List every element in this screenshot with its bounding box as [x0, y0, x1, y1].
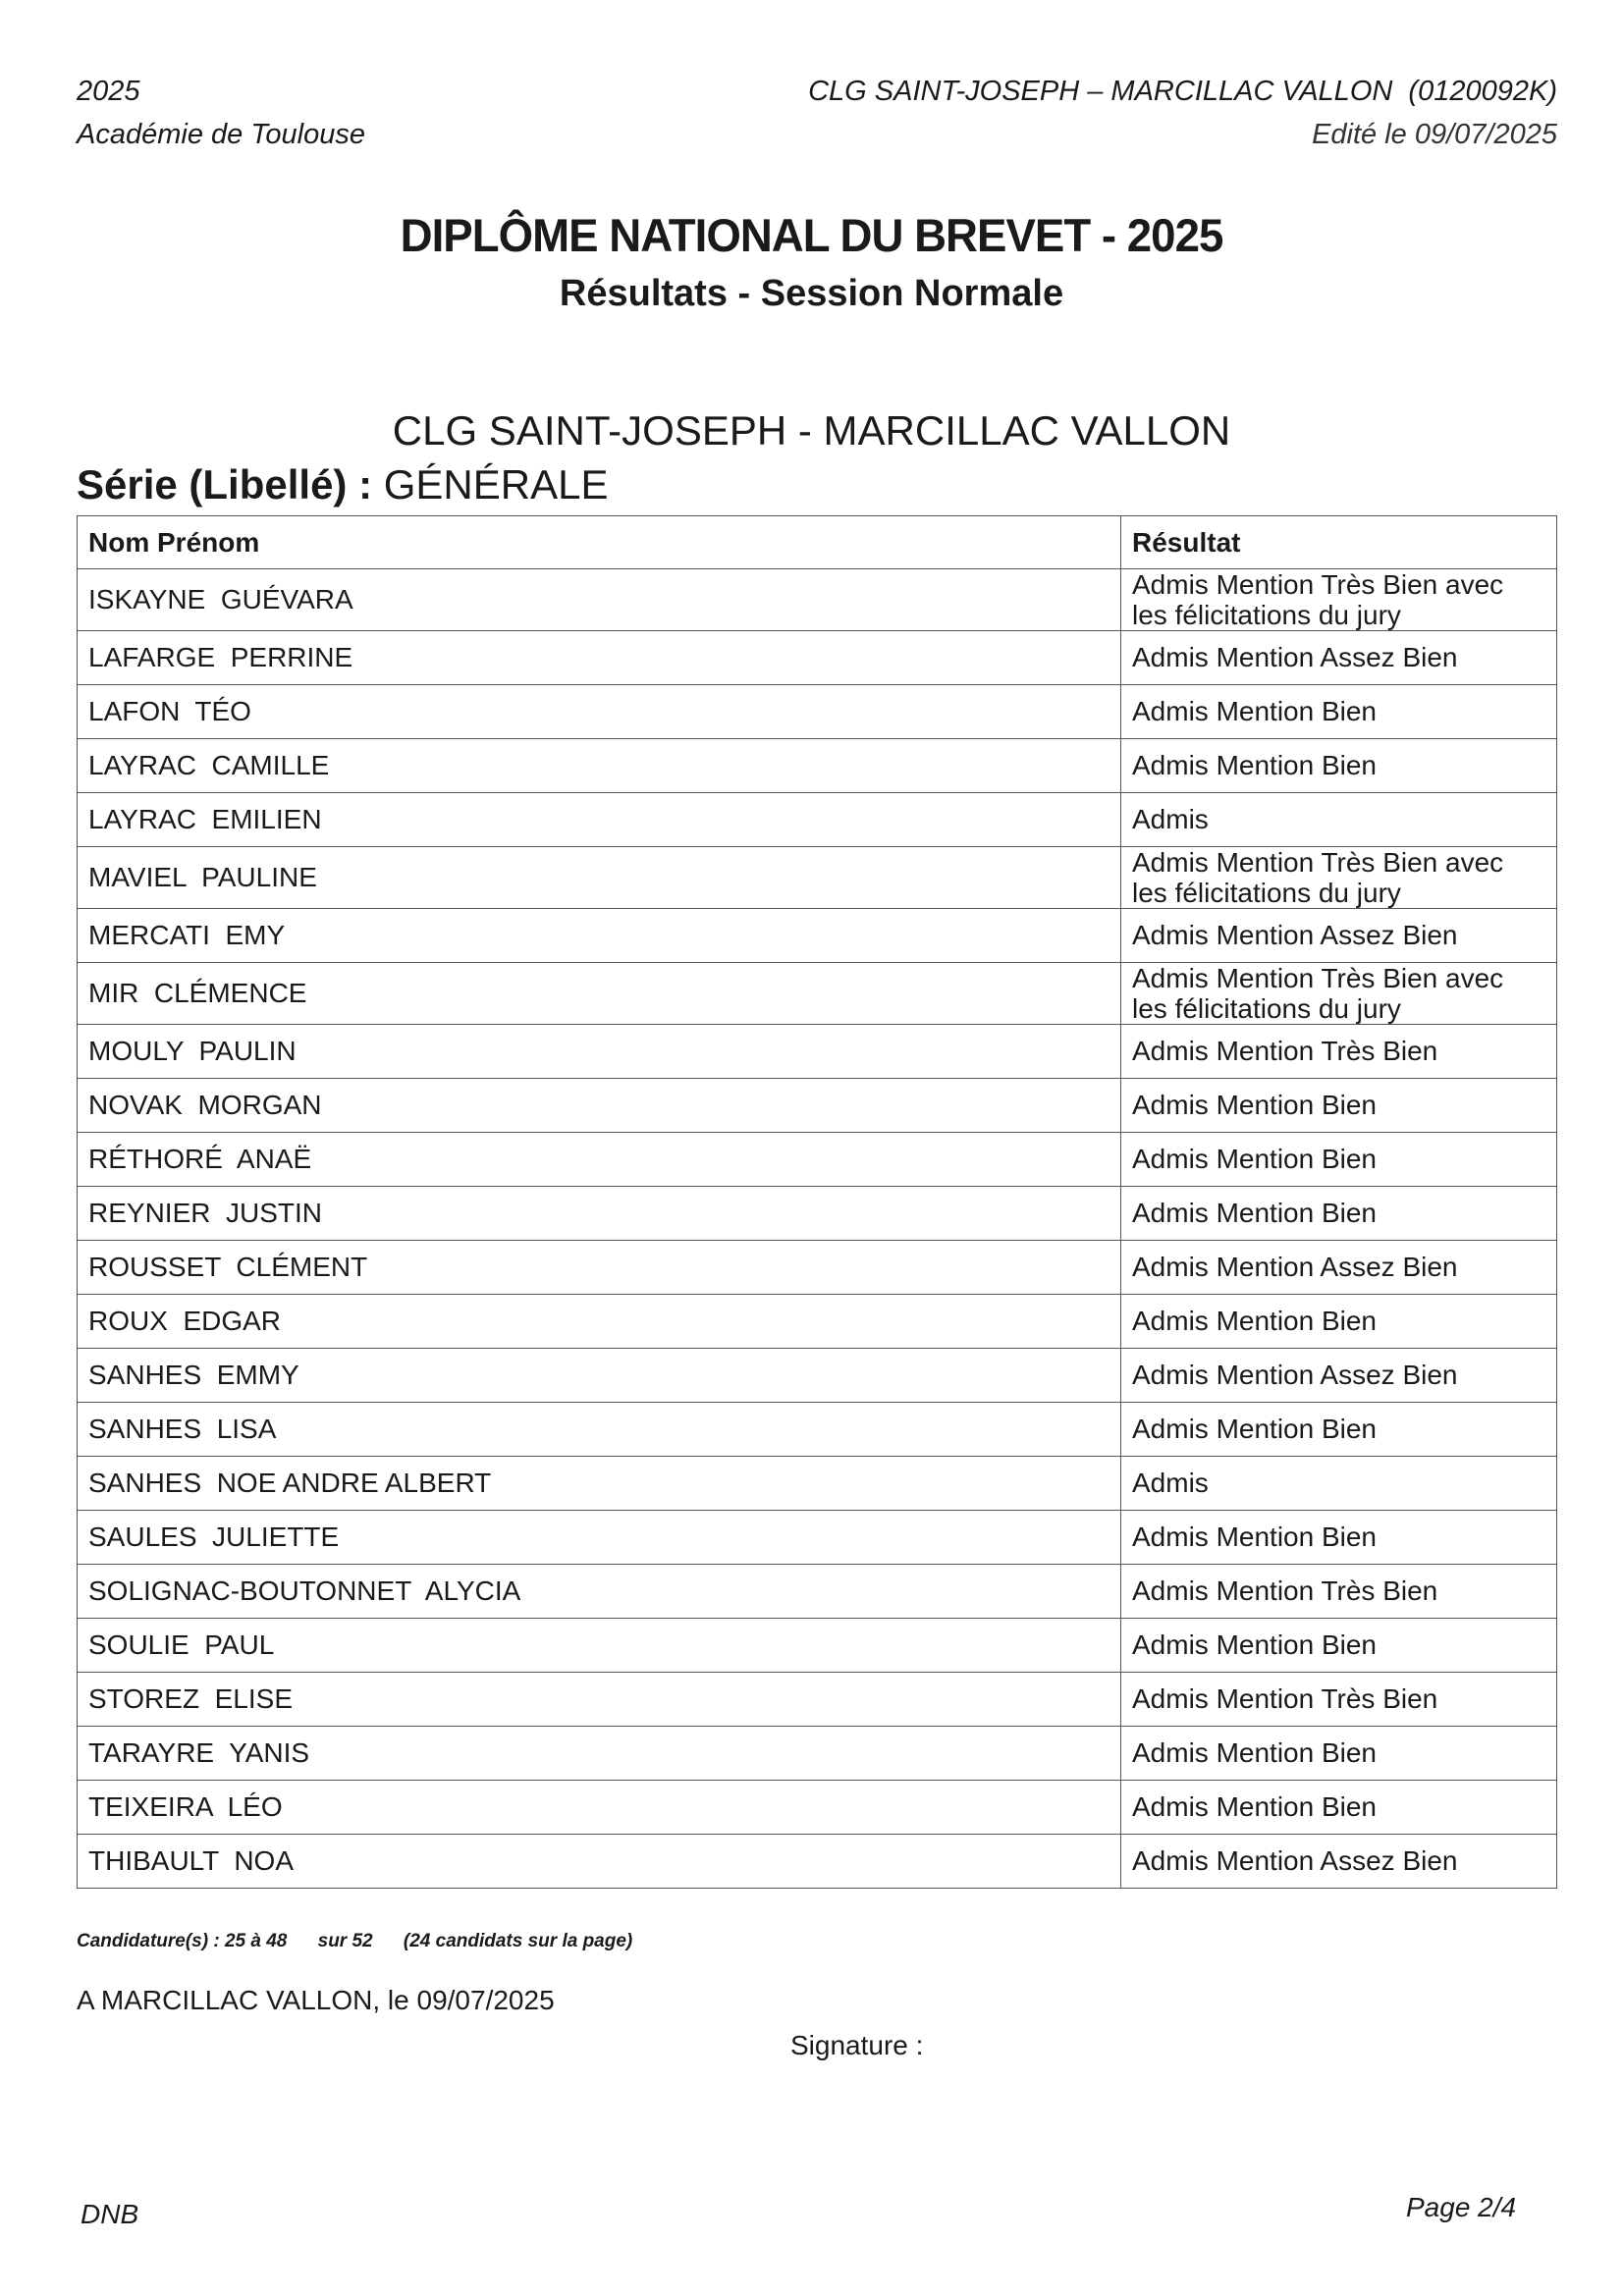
table-row — [78, 1673, 1557, 1727]
results-table — [77, 515, 1557, 1889]
candidature-on-page: (24 candidats sur la page) — [403, 1931, 633, 1951]
header-establishment: CLG SAINT-JOSEPH – MARCILLAC VALLON (0120092K) — [808, 76, 1557, 107]
candidate-name: MIR CLÉMENCE — [78, 963, 1121, 1025]
place-date: A MARCILLAC VALLON, le 09/07/2025 — [77, 1985, 555, 2015]
candidate-name: SOULIE PAUL — [78, 1619, 1121, 1673]
serie-line — [77, 461, 609, 508]
candidate-result: Admis Mention Très Bien — [1121, 1025, 1557, 1079]
table-row — [78, 1241, 1557, 1295]
candidate-name: LAFON TÉO — [78, 685, 1121, 739]
table-row — [78, 963, 1557, 1025]
candidate-name: RÉTHORÉ ANAË — [78, 1133, 1121, 1187]
candidate-name: MOULY PAULIN — [78, 1025, 1121, 1079]
candidate-name: LAFARGE PERRINE — [78, 631, 1121, 685]
candidate-result: Admis Mention Très Bien — [1121, 1565, 1557, 1619]
candidate-name: TARAYRE YANIS — [78, 1727, 1121, 1781]
serie-value: GÉNÉRALE — [383, 461, 609, 507]
candidate-result: Admis Mention Assez Bien — [1121, 1349, 1557, 1403]
candidature-total: sur 52 — [317, 1931, 373, 1951]
table-row — [78, 1187, 1557, 1241]
candidate-result: Admis Mention Bien — [1121, 1403, 1557, 1457]
table-row — [78, 739, 1557, 793]
table-row — [78, 1835, 1557, 1889]
document-title: DIPLÔME NATIONAL DU BREVET - 2025 — [400, 209, 1223, 261]
column-header-name: Nom Prénom — [78, 516, 1121, 569]
candidate-result: Admis Mention Bien — [1121, 685, 1557, 739]
table-row — [78, 909, 1557, 963]
header-year: 2025 — [77, 76, 140, 107]
table-row — [78, 1295, 1557, 1349]
candidate-result: Admis Mention Bien — [1121, 1295, 1557, 1349]
table-row — [78, 1403, 1557, 1457]
table-row — [78, 847, 1557, 909]
table-row — [78, 1619, 1557, 1673]
table-row — [78, 1565, 1557, 1619]
candidate-name: MERCATI EMY — [78, 909, 1121, 963]
school-name: CLG SAINT-JOSEPH - MARCILLAC VALLON — [392, 407, 1231, 454]
table-row — [78, 1349, 1557, 1403]
candidate-result: Admis Mention Bien — [1121, 1511, 1557, 1565]
table-row — [78, 569, 1557, 631]
candidate-name: LAYRAC CAMILLE — [78, 739, 1121, 793]
candidate-result: Admis Mention Très Bien avec les félicitations du jury — [1121, 963, 1557, 1025]
candidate-result: Admis Mention Assez Bien — [1121, 631, 1557, 685]
column-header-result: Résultat — [1121, 516, 1557, 569]
candidate-name: ROUSSET CLÉMENT — [78, 1241, 1121, 1295]
candidate-result: Admis Mention Bien — [1121, 1133, 1557, 1187]
candidate-name: SANHES LISA — [78, 1403, 1121, 1457]
serie-label: Série (Libellé) : — [77, 461, 373, 507]
table-row — [78, 631, 1557, 685]
table-row — [78, 1511, 1557, 1565]
candidate-result: Admis Mention Bien — [1121, 1781, 1557, 1835]
table-row — [78, 1727, 1557, 1781]
candidate-name: SANHES EMMY — [78, 1349, 1121, 1403]
candidate-result: Admis Mention Assez Bien — [1121, 1241, 1557, 1295]
candidate-name: SANHES NOE ANDRE ALBERT — [78, 1457, 1121, 1511]
table-row — [78, 1025, 1557, 1079]
signature-label: Signature : — [790, 2030, 924, 2060]
candidature-count — [77, 1931, 658, 1952]
candidate-name: MAVIEL PAULINE — [78, 847, 1121, 909]
candidate-result: Admis Mention Bien — [1121, 1187, 1557, 1241]
candidate-name: TEIXEIRA LÉO — [78, 1781, 1121, 1835]
table-row — [78, 1079, 1557, 1133]
candidate-name: SOLIGNAC-BOUTONNET ALYCIA — [78, 1565, 1121, 1619]
candidate-result: Admis Mention Bien — [1121, 1619, 1557, 1673]
document-subtitle: Résultats - Session Normale — [559, 273, 1064, 314]
table-row — [78, 685, 1557, 739]
table-row — [78, 793, 1557, 847]
candidate-name: ROUX EDGAR — [78, 1295, 1121, 1349]
candidate-name: ISKAYNE GUÉVARA — [78, 569, 1121, 631]
candidate-result: Admis Mention Très Bien — [1121, 1673, 1557, 1727]
candidate-name: SAULES JULIETTE — [78, 1511, 1121, 1565]
candidate-name: REYNIER JUSTIN — [78, 1187, 1121, 1241]
candidate-result: Admis — [1121, 1457, 1557, 1511]
candidate-name: THIBAULT NOA — [78, 1835, 1121, 1889]
table-body — [78, 569, 1557, 1889]
table-row — [78, 1781, 1557, 1835]
candidate-result: Admis Mention Bien — [1121, 739, 1557, 793]
candidate-result: Admis Mention Bien — [1121, 1079, 1557, 1133]
table-row — [78, 1457, 1557, 1511]
header-edited-date: Edité le 09/07/2025 — [1312, 119, 1557, 150]
candidate-result: Admis Mention Assez Bien — [1121, 1835, 1557, 1889]
candidate-result: Admis — [1121, 793, 1557, 847]
candidate-name: NOVAK MORGAN — [78, 1079, 1121, 1133]
table-header-row — [78, 516, 1557, 569]
page-number: Page 2/4 — [1406, 2192, 1517, 2222]
candidate-result: Admis Mention Bien — [1121, 1727, 1557, 1781]
footer-dnb: DNB — [81, 2199, 139, 2229]
table-row — [78, 1133, 1557, 1187]
candidate-name: LAYRAC EMILIEN — [78, 793, 1121, 847]
header-academy: Académie de Toulouse — [77, 119, 365, 150]
candidate-result: Admis Mention Très Bien avec les félicitations du jury — [1121, 569, 1557, 631]
candidature-range: Candidature(s) : 25 à 48 — [77, 1931, 288, 1951]
candidate-result: Admis Mention Très Bien avec les félicitations du jury — [1121, 847, 1557, 909]
candidate-name: STOREZ ELISE — [78, 1673, 1121, 1727]
candidate-result: Admis Mention Assez Bien — [1121, 909, 1557, 963]
